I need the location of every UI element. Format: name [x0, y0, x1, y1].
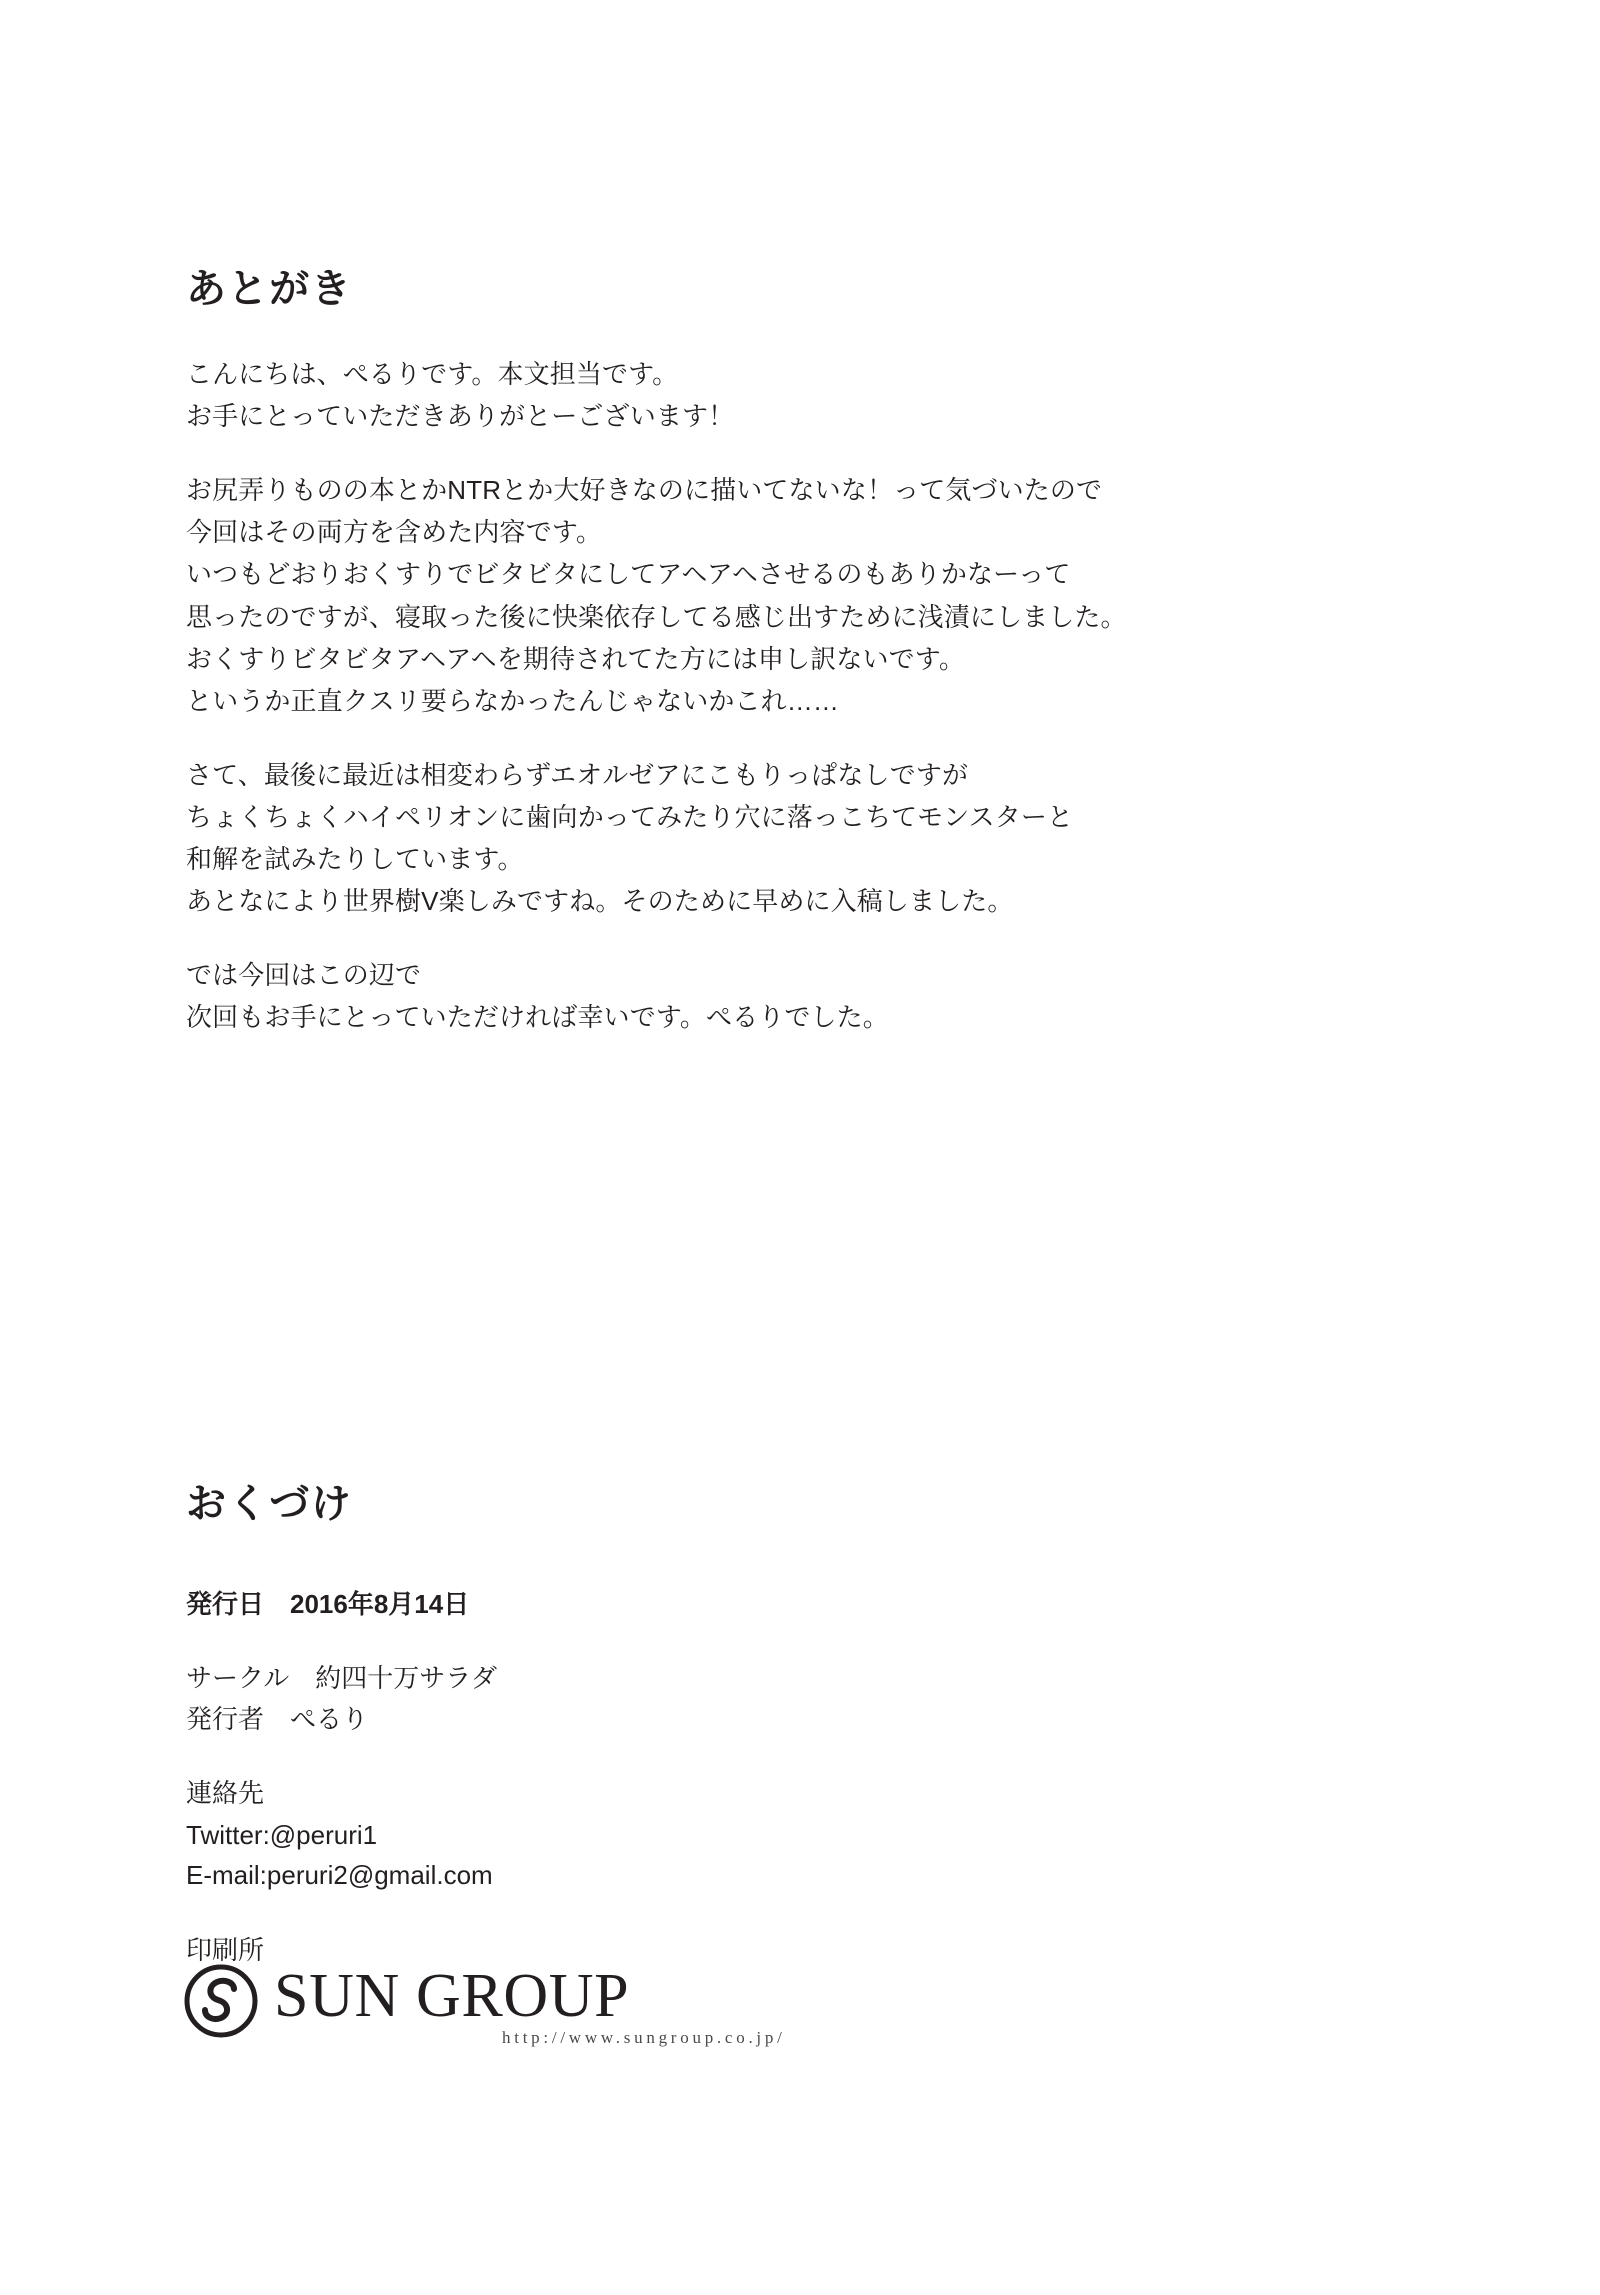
afterword-line: おくすりビタビタアヘアヘを期待されてた方には申し訳ないです。	[186, 643, 965, 674]
afterword-paragraph-3	[186, 754, 1386, 922]
afterword-line: あとなにより世界樹V楽しみですね。そのために早めに入稿しました。	[186, 886, 1014, 917]
afterword-line: さて、最後に最近は相変わらずエオルゼアにこもりっぱなしですが	[186, 759, 969, 790]
publication-date	[186, 1584, 1386, 1624]
printer-url: http://www.sungroup.co.jp/	[502, 2028, 786, 2047]
afterword-line: お手にとっていただきありがとーございます！	[186, 401, 735, 432]
afterword-line: では今回はこの辺で	[186, 960, 422, 991]
afterword-line: というか正直クスリ要らなかったんじゃないかこれ……	[186, 685, 839, 716]
afterword-line: 和解を試みたりしています。	[186, 844, 524, 875]
afterword-line: 次回もお手にとっていただければ幸いです。ぺるりでした。	[186, 1002, 889, 1033]
afterword-paragraph-1	[186, 353, 1386, 437]
publication-date-text: 発行日 2016年8月14日	[186, 1589, 470, 1619]
circle-name: サークル 約四十万サラダ	[186, 1663, 497, 1694]
twitter-handle: Twitter:@peruri1	[186, 1820, 378, 1851]
afterword-paragraph-2	[186, 469, 1386, 722]
publisher-name: 発行者 ぺるり	[186, 1703, 369, 1734]
afterword-line: いつもどおりおくすりでビタビタにしてアヘアヘさせるのもありかなーって	[186, 559, 1071, 590]
afterword-heading: あとがき	[186, 267, 353, 311]
afterword-section	[186, 265, 1386, 1039]
afterword-line: 今回はその両方を含めた内容です。	[186, 517, 603, 548]
afterword-line: お尻弄りものの本とかNTRとか大好きなのに描いてないな！って気づいたので	[186, 475, 1103, 506]
afterword-paragraph-4	[186, 954, 1386, 1038]
afterword-line: こんにちは、ぺるりです。本文担当です。	[186, 359, 679, 389]
colophon-section	[186, 1480, 1386, 1972]
printer-label: 印刷所	[186, 1934, 265, 1965]
colophon-heading: おくづけ	[186, 1482, 353, 1526]
contact-block	[186, 1773, 1386, 1896]
afterword-line: 思ったのですが、寝取った後に快楽依存してる感じ出すために浅漬にしました。	[186, 601, 1127, 632]
printer-logo	[184, 1962, 784, 2052]
printer-name: SUN GROUP	[274, 1962, 630, 2030]
afterword-line: ちょくちょくハイペリオンに歯向かってみたり穴に落っこちてモンスターと	[186, 801, 1074, 832]
sun-group-logo-icon	[184, 1964, 258, 2038]
contact-label: 連絡先	[186, 1777, 265, 1808]
circle-and-publisher	[186, 1658, 1386, 1739]
email-address: E-mail:peruri2@gmail.com	[186, 1860, 493, 1891]
